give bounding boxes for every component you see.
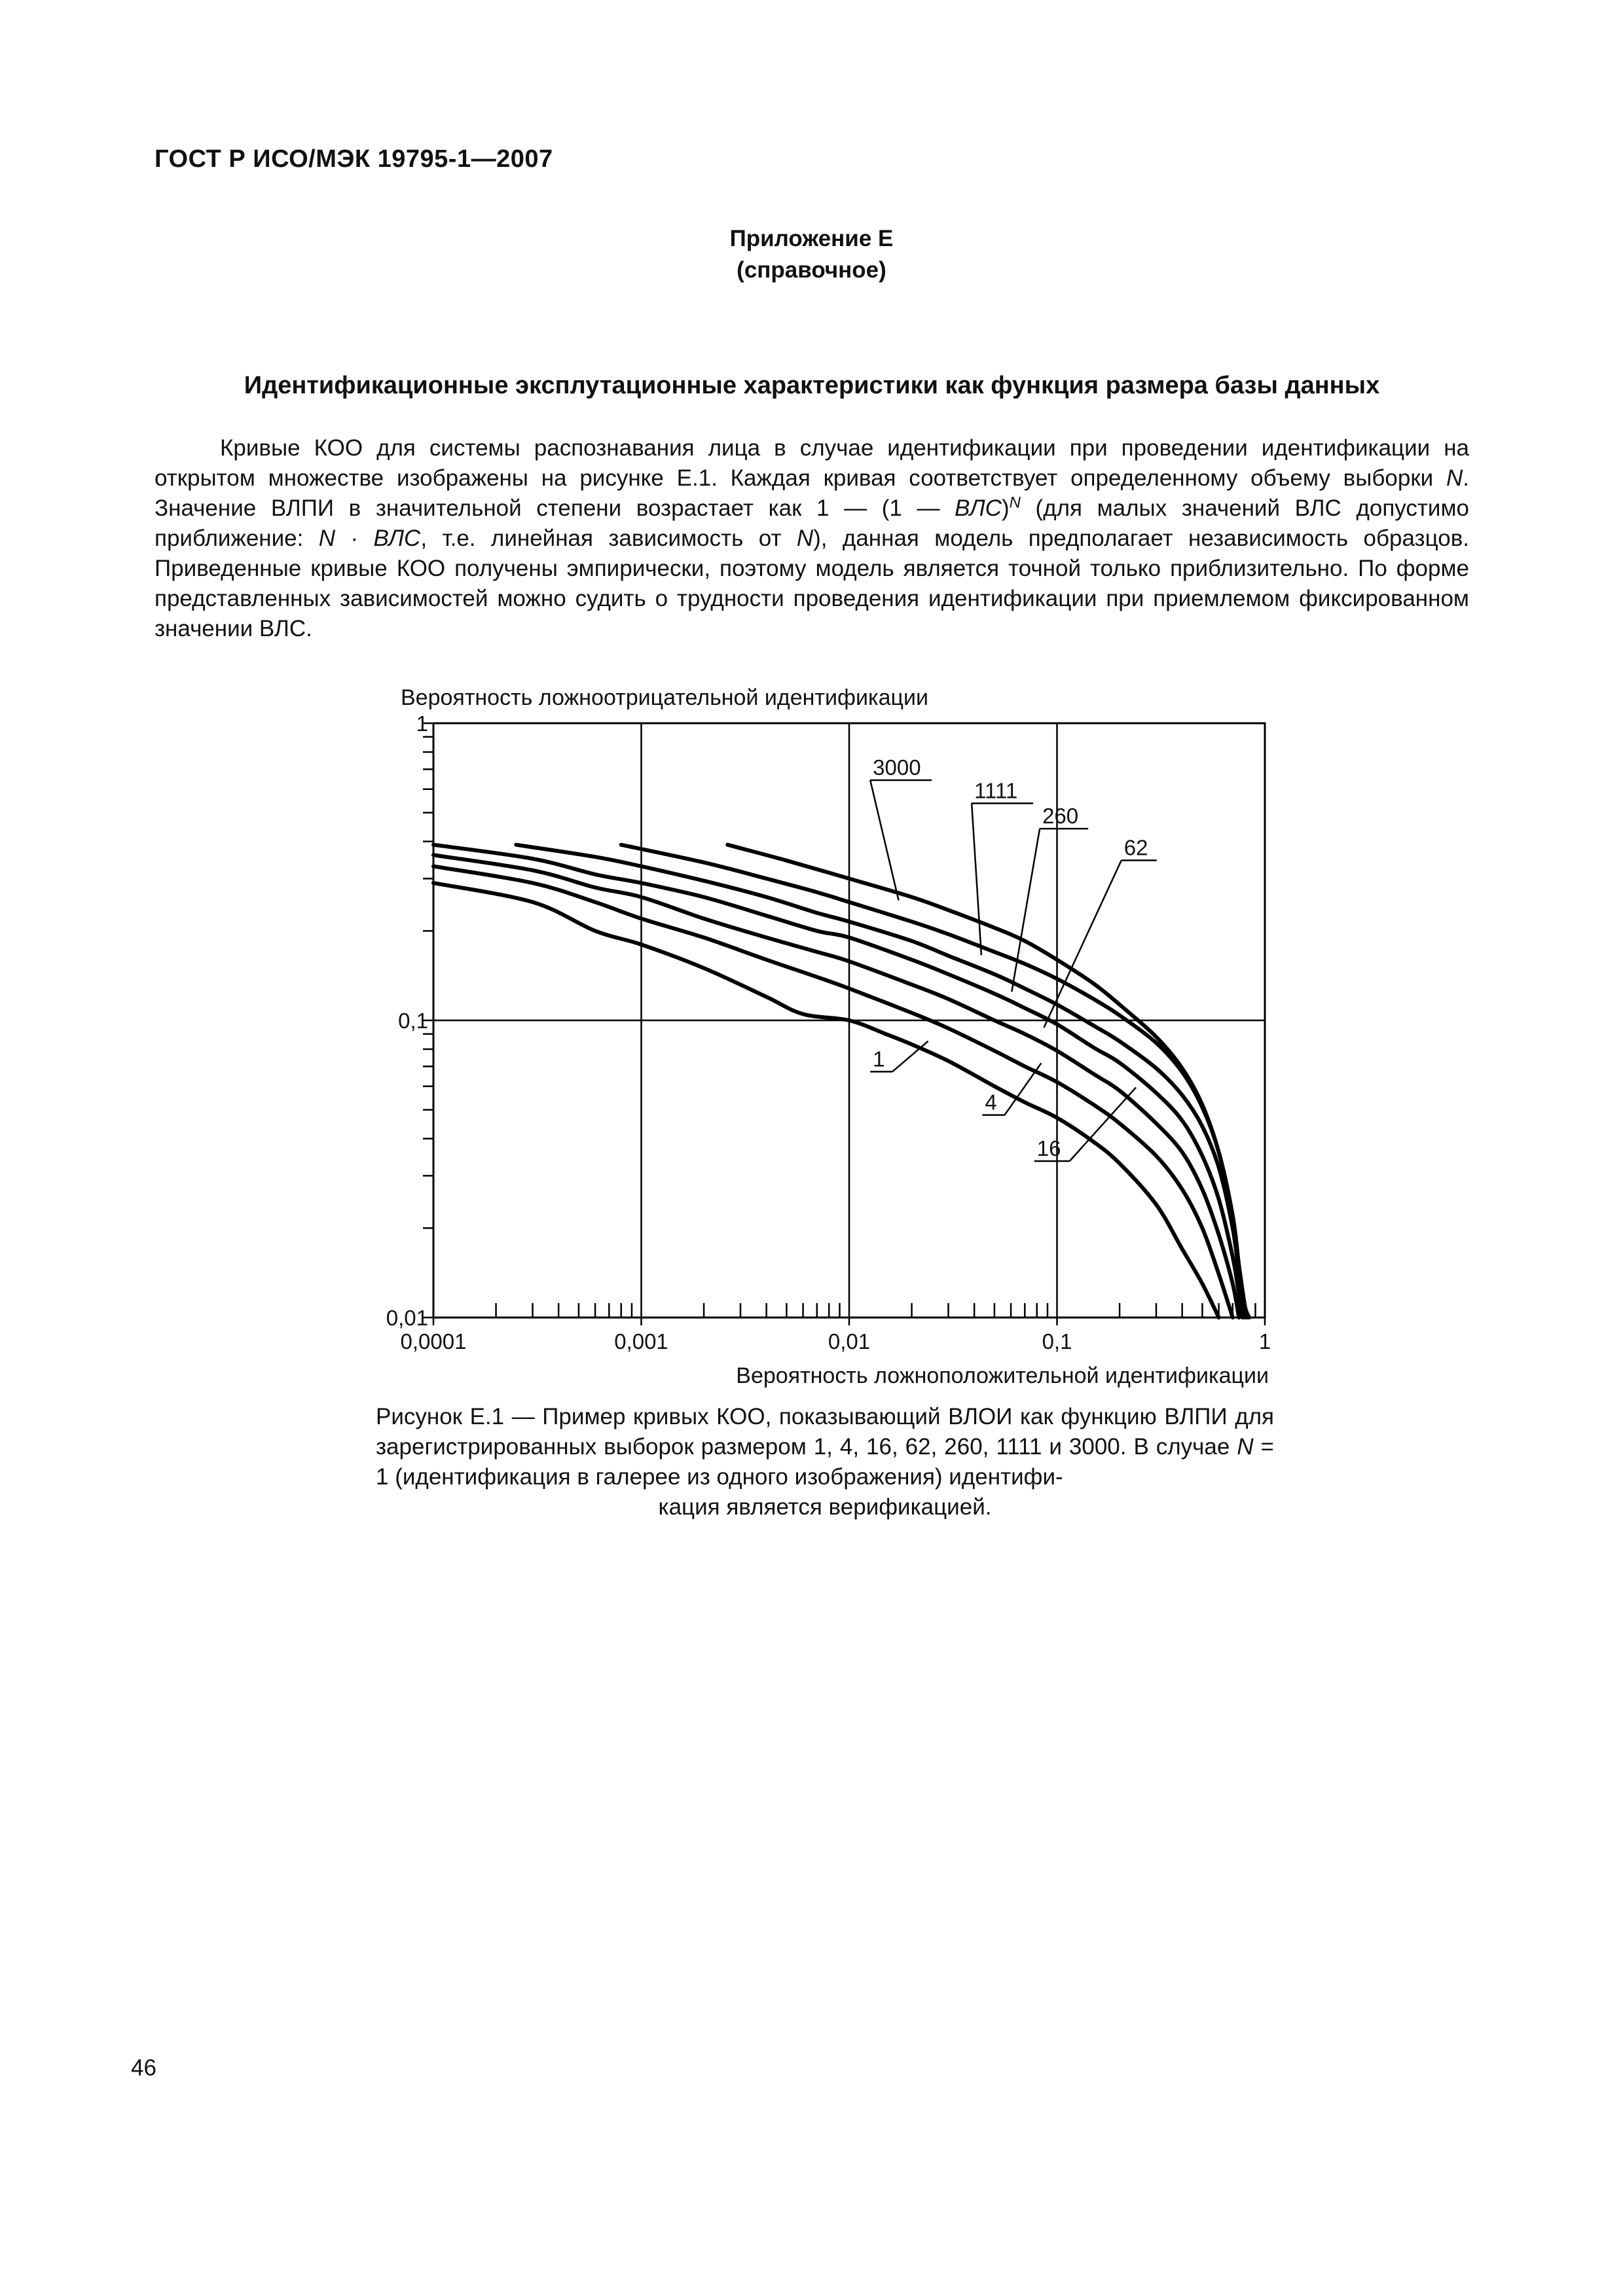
chart-series: [433, 845, 1249, 1318]
series-line-1: [433, 883, 1219, 1318]
series-label-260: 260: [1042, 804, 1079, 829]
annex-type: (справочное): [737, 257, 886, 283]
y-axis-title: Вероятность ложноотрицательной идентификации: [401, 685, 928, 710]
para-var-vls: ВЛС: [955, 495, 1002, 521]
series-label-3000: 3000: [873, 755, 921, 780]
para-text: ), данная модель предполагает независимость образцов. Приведенные кривые КОО получены эмпирически, поэтому модель является точной только приблизительно. По форме представленных зависимостей можно судить о трудности проведения идентификации при приемлемом фиксированном значении ВЛС.: [155, 526, 1470, 641]
series-label-leader: [1044, 860, 1122, 1028]
standard-code: ГОСТ Р ИСО/МЭК 19795-1—2007: [155, 145, 553, 173]
series-label-4: 4: [985, 1090, 997, 1115]
para-var-n: N: [318, 526, 336, 551]
y-tick-label: 0,01: [386, 1306, 428, 1330]
x-axis-title: Вероятность ложноположительной идентификации: [736, 1363, 1269, 1388]
y-tick-label: 1: [416, 711, 428, 736]
series-label-1: 1: [873, 1047, 885, 1071]
y-tick-label: 0,1: [398, 1009, 428, 1033]
series-label-leader: [972, 803, 981, 955]
para-var-n: N: [796, 526, 814, 551]
page-number: 46: [131, 2055, 156, 2081]
para-var-vls: ВЛС: [373, 526, 421, 551]
caption-text: Рисунок Е.1 — Пример кривых КОО, показывающий ВЛОИ как функцию ВЛПИ для зарегистрированных выборок размером 1, 4, 16, 62, 260, 1111 и 3000. В случае: [376, 1404, 1274, 1460]
series-line-1111: [621, 845, 1247, 1318]
para-text: , т.е. линейная зависимость от: [420, 526, 797, 551]
para-text: ·: [335, 526, 374, 551]
series-label-16: 16: [1036, 1136, 1061, 1160]
series-line-260: [516, 845, 1245, 1318]
para-var-n: N: [1446, 465, 1463, 491]
section-title: Идентификационные эксплутационные характеристики как функция размера базы данных: [244, 372, 1380, 399]
series-line-16: [433, 855, 1239, 1318]
x-tick-label: 0,0001: [400, 1329, 467, 1354]
caption-text: = 1 (идентификация в галерее из одного изображения) идентифи-: [376, 1434, 1274, 1490]
annex-title: Приложение Е: [729, 226, 894, 251]
caption-last-line: кация является верификацией.: [658, 1494, 992, 1520]
para-text: (для малых значений ВЛС допустимо приближение:: [155, 495, 1469, 551]
para-text: . Значение ВЛПИ в значительной степени возрастает как 1 — (1 —: [155, 465, 1469, 521]
chart-labels: [386, 711, 1271, 1354]
series-line-62: [433, 845, 1243, 1318]
series-label-1111: 1111: [974, 778, 1018, 803]
series-label-62: 62: [1123, 835, 1148, 860]
series-label-leader: [870, 780, 898, 901]
x-tick-label: 1: [1258, 1329, 1271, 1354]
chart-ticks: [423, 723, 1265, 1325]
x-tick-label: 0,001: [614, 1329, 668, 1354]
x-tick-label: 0,1: [1042, 1329, 1072, 1354]
para-text: ): [1001, 495, 1010, 521]
caption-var-n: N: [1237, 1434, 1254, 1460]
para-exponent-n: N: [1009, 493, 1021, 512]
figure-caption: [376, 1402, 1274, 1522]
x-tick-label: 0,01: [828, 1329, 871, 1354]
para-text: Кривые КОО для системы распознавания лица в случае идентификации при проведении идентификации на открытом множестве изображены на рисунке Е.1. Каждая кривая соответствует определенному объему выборки: [155, 435, 1469, 491]
